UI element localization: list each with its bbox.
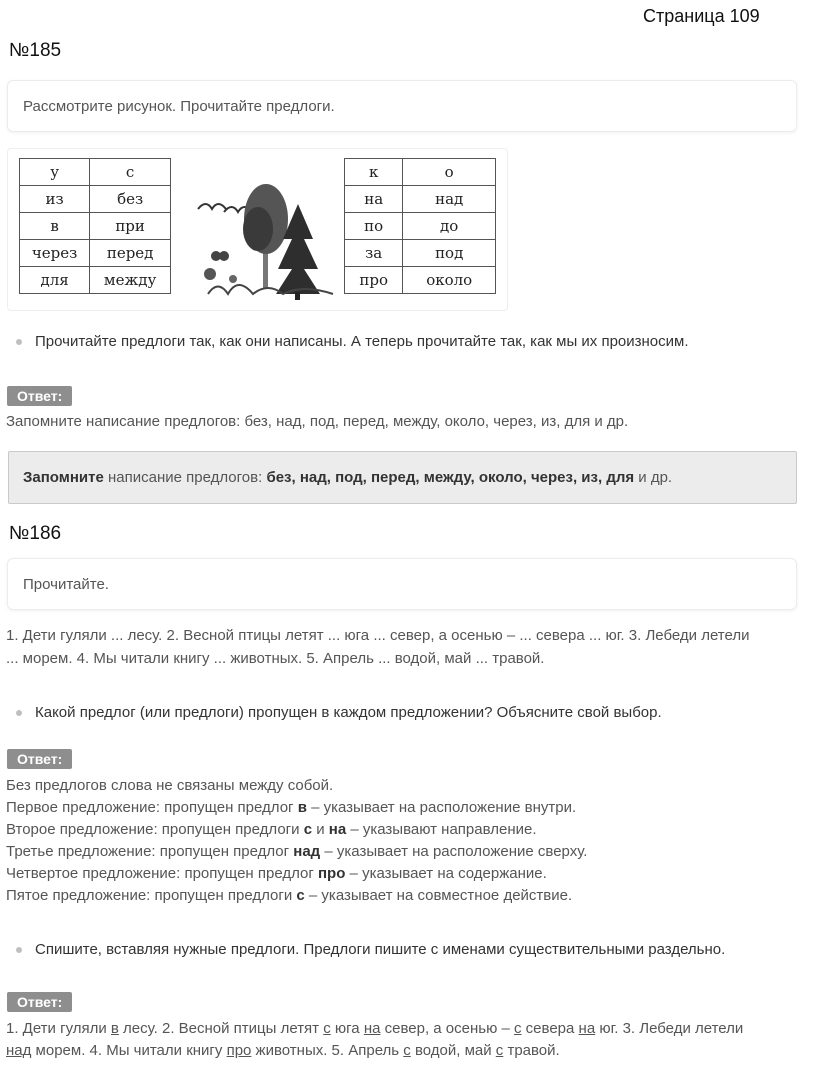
preposition-cell: при — [90, 213, 171, 240]
prepositions-row — [20, 267, 171, 294]
preposition-cell: до — [403, 213, 496, 240]
answer-1-line-3: Третье предложение: пропущен предлог над – указывает на расположение сверху. — [6, 843, 588, 860]
bullet-dot-icon — [16, 710, 22, 716]
answer-2-line-1: 1. Дети гуляли в лесу. 2. Весной птицы летят с юга на север, а осенью – с севера на юг. 3. Лебеди летели — [6, 1020, 744, 1037]
preposition-cell: перед — [90, 240, 171, 267]
prepositions-table-left — [19, 158, 171, 294]
task-185-answer-text: Запомните написание предлогов: без, над, под, перед, между, около, через, из, для и др. — [6, 413, 629, 430]
task-186-bullet-2 — [16, 941, 725, 958]
page-number-label: Страница 109 — [643, 6, 760, 26]
prepositions-row — [20, 186, 171, 213]
task-186-bullet-1 — [16, 704, 662, 721]
preposition-cell: для — [20, 267, 90, 294]
answer-1-line-5: Пятое предложение: пропущен предлоги с – указывает на совместное действие. — [6, 887, 573, 904]
task-186-text-line-2: ... морем. 4. Мы читали книгу ... животных. 5. Апрель ... водой, май ... травой. — [6, 650, 545, 667]
prepositions-row — [345, 267, 496, 294]
task-185-bullet — [16, 333, 689, 350]
preposition-cell: на — [345, 186, 403, 213]
remember-bold-1: Запомните — [23, 469, 104, 486]
task-186-instruction-card — [7, 558, 797, 610]
task-186-instruction: Прочитайте. — [23, 575, 109, 593]
remember-bold-2: без, над, под, перед, между, около, через, из, для — [266, 469, 635, 486]
prepositions-picture — [7, 148, 508, 311]
remember-box — [8, 451, 797, 504]
preposition-cell: из — [20, 186, 90, 213]
preposition-cell: в — [20, 213, 90, 240]
task-185-bullet-text: Прочитайте предлоги так, как они написаны. А теперь прочитайте так, как мы их произносим. — [35, 333, 689, 350]
preposition-cell: о — [403, 159, 496, 186]
prepositions-row — [345, 186, 496, 213]
prepositions-table-right — [344, 158, 496, 294]
prepositions-row — [20, 213, 171, 240]
bullet-dot-icon — [16, 339, 22, 345]
preposition-cell: по — [345, 213, 403, 240]
task-185-instruction-card — [7, 80, 797, 132]
preposition-cell: без — [90, 186, 171, 213]
preposition-cell: между — [90, 267, 171, 294]
preposition-cell: над — [403, 186, 496, 213]
prepositions-row — [345, 240, 496, 267]
preposition-cell: у — [20, 159, 90, 186]
preposition-cell: около — [403, 267, 496, 294]
remember-text-2: и др. — [634, 469, 673, 486]
task-186-bullet-1-text: Какой предлог (или предлоги) пропущен в каждом предложении? Объясните свой выбор. — [35, 704, 662, 721]
answer-badge-186-2: Ответ: — [7, 992, 72, 1012]
remember-text-1: написание предлогов: — [103, 469, 267, 486]
preposition-cell: под — [403, 240, 496, 267]
prepositions-row — [345, 159, 496, 186]
task-185-instruction: Рассмотрите рисунок. Прочитайте предлоги. — [23, 97, 335, 115]
prepositions-row — [345, 213, 496, 240]
nature-illustration — [188, 174, 338, 304]
answer-badge-185: Ответ: — [7, 386, 72, 406]
answer-2-line-2: над морем. 4. Мы читали книгу про животных. 5. Апрель с водой, май с травой. — [6, 1042, 560, 1059]
answer-badge-186-1: Ответ: — [7, 749, 72, 769]
task-185-number: №185 — [9, 40, 62, 61]
preposition-cell: про — [345, 267, 403, 294]
preposition-cell: с — [90, 159, 171, 186]
task-186-bullet-2-text: Спишите, вставляя нужные предлоги. Предлоги пишите с именами существительными раздельно. — [35, 941, 726, 958]
prepositions-row — [20, 240, 171, 267]
preposition-cell: через — [20, 240, 90, 267]
preposition-cell: за — [345, 240, 403, 267]
answer-1-line-2: Второе предложение: пропущен предлоги с и на – указывают направление. — [6, 821, 537, 838]
prepositions-row — [20, 159, 171, 186]
answer-1-line-1: Первое предложение: пропущен предлог в – указывает на расположение внутри. — [6, 799, 577, 816]
answer-1-line-4: Четвертое предложение: пропущен предлог про – указывает на содержание. — [6, 865, 547, 882]
bullet-dot-icon — [16, 947, 22, 953]
task-186-text-line-1: 1. Дети гуляли ... лесу. 2. Весной птицы летят ... юга ... север, а осенью – ... севера ... юг. 3. Лебеди летели — [6, 627, 750, 644]
preposition-cell: к — [345, 159, 403, 186]
task-186-number: №186 — [9, 523, 62, 544]
answer-1-line-0: Без предлогов слова не связаны между собой. — [6, 777, 334, 794]
